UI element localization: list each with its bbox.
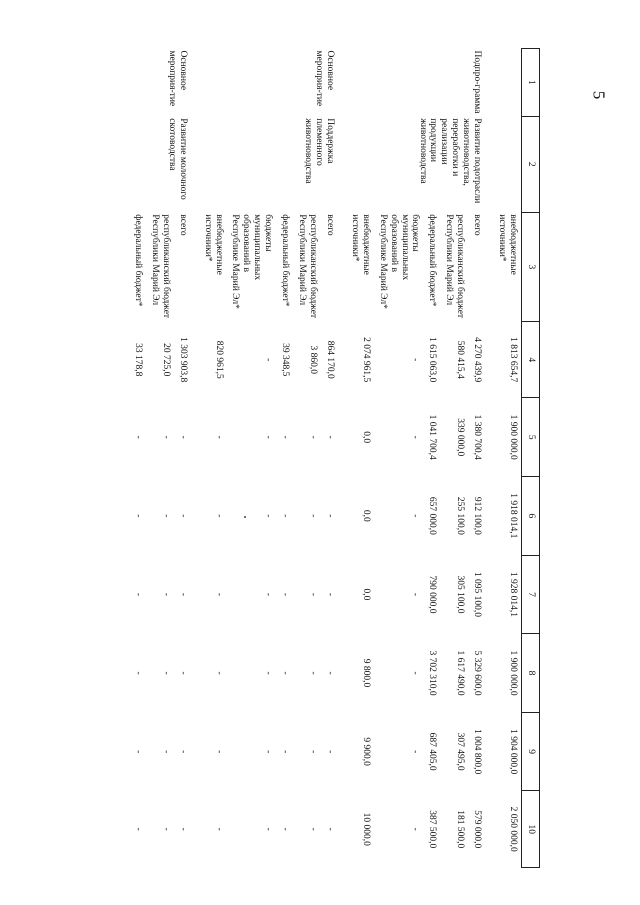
value-cell: - — [263, 671, 274, 675]
value-cell: 1 813 654,7 — [508, 337, 518, 383]
value-cell: - — [132, 592, 143, 597]
source-cell: федеральный бюджет* — [280, 214, 291, 307]
budget-table — [129, 48, 540, 868]
value-cell: - — [213, 592, 224, 597]
column-header: 10 — [522, 791, 540, 868]
value-cell: 0,0 — [360, 431, 371, 444]
value-cell: - — [280, 671, 291, 675]
value-cell: - — [160, 514, 171, 518]
value-cell: 2 074 961,5 — [360, 337, 371, 383]
value-cell: 5 329 600,0 — [472, 650, 483, 696]
value-cell: 687 405,0 — [427, 732, 438, 771]
value-cell: 1 615 063,0 — [427, 337, 438, 383]
value-cell: - — [160, 671, 171, 675]
value-cell: - — [410, 358, 421, 362]
value-cell: 305 100,0 — [455, 575, 466, 614]
value-cell: - — [263, 827, 274, 831]
value-cell: - — [324, 827, 335, 831]
value-cell: - — [213, 750, 224, 754]
source-cell: бюджеты муниципальных образований в Республике Марий Эл* — [230, 214, 274, 309]
value-cell: 3 860,0 — [308, 345, 319, 374]
value-cell: 579 000,0 — [472, 810, 483, 849]
value-cell: - — [324, 435, 335, 439]
column-header: 6 — [522, 477, 540, 556]
status-cell: Подпро-грамма — [472, 50, 483, 114]
value-cell: - — [308, 592, 319, 597]
value-cell: 2 050 000,0 — [508, 806, 518, 852]
value-cell: 3 702 310,0 — [427, 650, 438, 696]
value-cell: 10 000,0 — [360, 812, 371, 846]
value-cell: 39 348,5 — [280, 343, 291, 377]
value-cell: - — [213, 514, 224, 518]
column-header: 7 — [522, 555, 540, 634]
value-cell: - — [263, 592, 274, 597]
value-cell: 1 918 014,1 — [508, 493, 518, 539]
value-cell: 387 500,0 — [427, 810, 438, 849]
value-cell: - — [324, 671, 335, 675]
source-cell: внебюджетные источники* — [497, 214, 518, 275]
table-row — [174, 49, 196, 868]
source-cell: республиканский бюджет Республики Марий Эл — [149, 214, 171, 319]
value-cell: - — [324, 592, 335, 597]
column-header: 4 — [522, 321, 540, 397]
source-cell: республиканский бюджет Республики Марий Эл — [297, 214, 319, 319]
value-cell: 1 928 014,1 — [508, 571, 518, 617]
source-cell: республиканский бюджет Республики Марий Эл — [444, 214, 466, 319]
value-cell: - — [280, 592, 291, 597]
value-cell: - — [213, 435, 224, 439]
source-cell: внебюджетные источники* — [202, 214, 224, 275]
value-cell: - — [213, 671, 224, 675]
source-cell: всего — [472, 214, 483, 236]
value-cell: - — [160, 750, 171, 754]
value-cell: - — [263, 358, 274, 362]
value-cell: 1 095 100,0 — [472, 571, 483, 617]
value-cell: - — [213, 827, 224, 831]
status-cell: Основное мероприя-тие — [166, 50, 188, 107]
value-cell: - — [410, 514, 421, 518]
source-cell: всего — [324, 214, 335, 236]
value-cell: 1 900 000,0 — [508, 650, 518, 696]
value-cell: - — [280, 827, 291, 831]
value-cell: - — [132, 827, 143, 831]
value-cell: 9 900,0 — [360, 737, 371, 766]
value-cell: 864 170,0 — [324, 340, 335, 379]
status-cell: Основное мероприя-тие — [314, 50, 335, 107]
value-cell: - — [160, 592, 171, 597]
value-cell: 33 178,8 — [132, 343, 143, 377]
page-number: 5 — [589, 90, 609, 100]
table-container — [120, 48, 540, 868]
table-row — [468, 49, 490, 868]
source-cell: бюджеты муниципальных образований в Республике Марий Эл* — [377, 214, 421, 309]
column-header: 1 — [522, 49, 540, 117]
value-cell: 20 725,0 — [160, 343, 171, 377]
value-cell: - — [308, 435, 319, 439]
value-cell: - — [410, 750, 421, 754]
table-row — [321, 49, 343, 868]
value-cell: 1 041 700,4 — [427, 414, 438, 460]
value-cell: - — [132, 435, 143, 439]
value-cell: 9 800,0 — [360, 658, 371, 688]
source-cell: внебюджетные источники* — [349, 214, 371, 275]
value-cell: - — [177, 827, 188, 831]
source-cell: федеральный бюджет* — [132, 214, 143, 307]
source-cell: федеральный бюджет* — [427, 214, 438, 307]
name-cell: Развитие подотрасли животноводства, переработки и реализации продукции животноводства — [417, 118, 483, 204]
value-cell: 0,0 — [360, 509, 371, 522]
value-cell: - — [177, 435, 188, 439]
value-cell: 255 100,0 — [455, 496, 466, 535]
header-row — [522, 49, 540, 868]
value-cell: - — [263, 514, 274, 518]
value-cell: 1 380 700,4 — [472, 414, 483, 460]
value-cell: - — [177, 592, 188, 597]
value-cell: 580 415,4 — [455, 340, 466, 379]
name-cell: Поддержка племенного животноводства — [303, 118, 335, 184]
value-cell: - — [177, 750, 188, 754]
column-header: 8 — [522, 634, 540, 713]
value-cell: 1 617 490,0 — [455, 650, 466, 696]
value-cell: 181 500,0 — [455, 810, 466, 849]
value-cell: - — [410, 435, 421, 439]
status-cell — [490, 49, 521, 117]
table-row — [490, 49, 521, 868]
value-cell: 820 961,5 — [213, 340, 224, 379]
name-cell — [490, 116, 521, 212]
source-cell: всего — [177, 214, 188, 236]
value-cell: - — [308, 750, 319, 754]
column-header: 3 — [522, 212, 540, 321]
value-cell: - — [263, 435, 274, 439]
value-cell: - — [132, 750, 143, 754]
value-cell: - — [177, 514, 188, 518]
value-cell: - — [132, 514, 143, 518]
value-cell: 1 904 000,0 — [508, 729, 518, 775]
value-cell: - — [280, 435, 291, 439]
value-cell: 0,0 — [360, 588, 371, 601]
value-cell: - — [160, 827, 171, 831]
value-cell: - — [308, 827, 319, 831]
name-cell: Развитие молочного скотоводства — [166, 118, 188, 200]
column-header: 9 — [522, 712, 540, 791]
value-cell: 339 000,0 — [455, 418, 466, 457]
value-cell: - — [280, 514, 291, 518]
value-cell: - — [410, 592, 421, 597]
value-cell: 912 100,0 — [472, 496, 483, 535]
value-cell: 1 303 903,8 — [177, 337, 188, 383]
value-cell: 790 000,0 — [427, 575, 438, 614]
value-cell: 4 270 439,9 — [472, 337, 483, 383]
column-header: 5 — [522, 398, 540, 477]
value-cell: 1 900 000,0 — [508, 414, 518, 460]
value-cell: - — [410, 671, 421, 675]
value-cell: - — [308, 514, 319, 518]
value-cell: - — [177, 671, 188, 675]
value-cell: - — [280, 750, 291, 754]
rotated-table-wrapper — [120, 48, 540, 868]
value-cell: - — [263, 750, 274, 754]
value-cell: - — [160, 435, 171, 439]
value-cell: - — [410, 827, 421, 831]
value-cell: 307 495,0 — [455, 732, 466, 771]
value-cell: - — [132, 671, 143, 675]
value-cell: - — [324, 750, 335, 754]
value-cell: 657 000,0 — [427, 496, 438, 535]
value-cell: - — [308, 671, 319, 675]
value-cell: - — [324, 514, 335, 518]
value-cell: 1 004 800,0 — [472, 729, 483, 775]
column-header: 2 — [522, 116, 540, 212]
